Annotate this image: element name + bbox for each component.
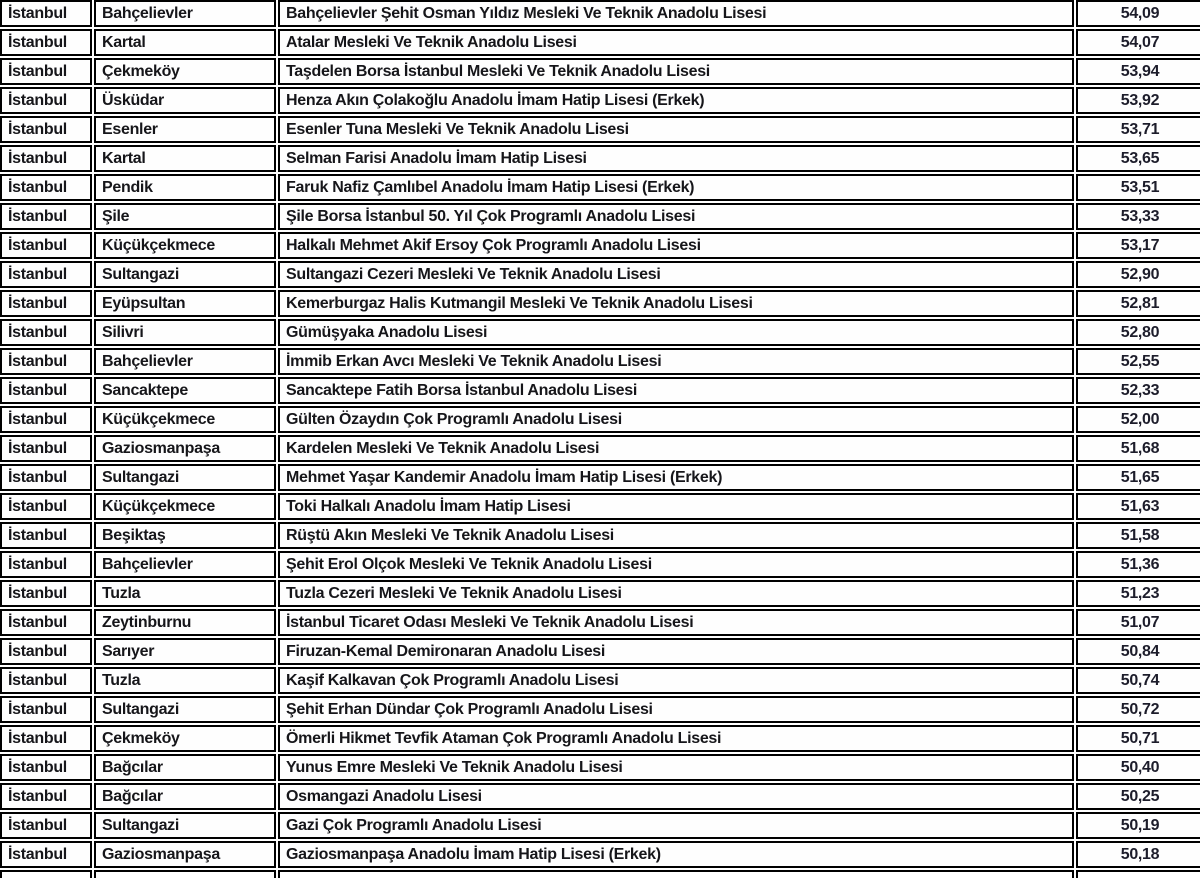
cell-district[interactable]: Şile (94, 203, 276, 230)
cell-district[interactable]: Küçükçekmece (94, 406, 276, 433)
cell-score[interactable]: 53,51 (1076, 174, 1200, 201)
table-row (0, 812, 1200, 839)
cell-school[interactable]: Bahçelievler Şehit Osman Yıldız Mesleki Ve Teknik Anadolu Lisesi (278, 0, 1074, 27)
cell-city[interactable]: İstanbul (0, 638, 92, 665)
cell-school[interactable]: Kaşif Kalkavan Çok Programlı Anadolu Lisesi (278, 667, 1074, 694)
cell-city[interactable]: İstanbul (0, 667, 92, 694)
cell-district[interactable]: Kartal (94, 29, 276, 56)
cell-school[interactable]: Firuzan-Kemal Demironaran Anadolu Lisesi (278, 638, 1074, 665)
cell-school[interactable]: Şile Borsa İstanbul 50. Yıl Çok Programlı Anadolu Lisesi (278, 203, 1074, 230)
cell-city[interactable]: İstanbul (0, 145, 92, 172)
cell-score[interactable]: 51,65 (1076, 464, 1200, 491)
cell-school[interactable]: Esenler Tuna Mesleki Ve Teknik Anadolu Lisesi (278, 116, 1074, 143)
cell-district[interactable]: Sultangazi (94, 464, 276, 491)
cell-city[interactable]: İstanbul (0, 812, 92, 839)
cell-score[interactable]: 52,81 (1076, 290, 1200, 317)
table-row (0, 493, 1200, 520)
cell-score[interactable]: 50,72 (1076, 696, 1200, 723)
table-row (0, 203, 1200, 230)
cell-district[interactable]: Çekmeköy (94, 725, 276, 752)
cell-city[interactable]: İstanbul (0, 0, 92, 27)
table-row (0, 522, 1200, 549)
cell-score[interactable]: 53,71 (1076, 116, 1200, 143)
cell-city[interactable]: İstanbul (0, 290, 92, 317)
cell-city[interactable]: İstanbul (0, 841, 92, 868)
table-row (0, 464, 1200, 491)
cell-district[interactable]: Pendik (94, 174, 276, 201)
cell-score[interactable]: 52,55 (1076, 348, 1200, 375)
cell-district[interactable]: Bahçelievler (94, 0, 276, 27)
cell-district[interactable]: Tuzla (94, 580, 276, 607)
cell-school[interactable]: Gazi Çok Programlı Anadolu Lisesi (278, 812, 1074, 839)
cell-score[interactable]: 53,92 (1076, 87, 1200, 114)
cell-school[interactable]: Ömerli Hikmet Tevfik Ataman Çok Programlı Anadolu Lisesi (278, 725, 1074, 752)
cell-school[interactable]: Yunus Emre Mesleki Ve Teknik Anadolu Lisesi (278, 754, 1074, 781)
cell-school[interactable]: Gümüşyaka Anadolu Lisesi (278, 319, 1074, 346)
cell-school[interactable]: Sultangazi Cezeri Mesleki Ve Teknik Anadolu Lisesi (278, 261, 1074, 288)
cell-school[interactable]: Şehit Erol Olçok Mesleki Ve Teknik Anadolu Lisesi (278, 551, 1074, 578)
cell-district[interactable]: Üsküdar (94, 87, 276, 114)
cell-city[interactable]: İstanbul (0, 116, 92, 143)
cell-city[interactable]: İstanbul (0, 435, 92, 462)
table-row (0, 609, 1200, 636)
cell-city[interactable]: İstanbul (0, 696, 92, 723)
cell-district[interactable]: Beşiktaş (94, 522, 276, 549)
cell-district[interactable]: Tuzla (94, 667, 276, 694)
cell-score[interactable]: 51,23 (1076, 580, 1200, 607)
cell-school[interactable]: İstanbul Ticaret Odası Mesleki Ve Teknik Anadolu Lisesi (278, 609, 1074, 636)
cell-district[interactable]: Bağcılar (94, 754, 276, 781)
cell-school[interactable]: Faruk Nafiz Çamlıbel Anadolu İmam Hatip Lisesi (Erkek) (278, 174, 1074, 201)
cell-school[interactable]: Selman Farisi Anadolu İmam Hatip Lisesi (278, 145, 1074, 172)
cell-city[interactable]: İstanbul (0, 87, 92, 114)
cell-city[interactable]: İstanbul (0, 174, 92, 201)
cell-district[interactable]: Bahçelievler (94, 551, 276, 578)
table-row (0, 580, 1200, 607)
cell-district[interactable]: Bahçelievler (94, 348, 276, 375)
table-row (0, 348, 1200, 375)
cell-city[interactable]: İstanbul (0, 377, 92, 404)
table-row (0, 725, 1200, 752)
cell-score[interactable]: 54,07 (1076, 29, 1200, 56)
cell-school[interactable]: Rüştü Akın Mesleki Ve Teknik Anadolu Lisesi (278, 522, 1074, 549)
cell-score[interactable]: 52,00 (1076, 406, 1200, 433)
cell-district[interactable]: Esenler (94, 116, 276, 143)
table-row (0, 667, 1200, 694)
cell-score[interactable]: 50,18 (1076, 841, 1200, 868)
cell-city[interactable]: İstanbul (0, 29, 92, 56)
cell-school[interactable]: Sancaktepe Fatih Borsa İstanbul Anadolu Lisesi (278, 377, 1074, 404)
cell-school[interactable]: Taşdelen Borsa İstanbul Mesleki Ve Teknik Anadolu Lisesi (278, 58, 1074, 85)
table-row (0, 145, 1200, 172)
cell-school[interactable]: Şehit Erhan Dündar Çok Programlı Anadolu Lisesi (278, 696, 1074, 723)
cell-school[interactable]: Kardelen Mesleki Ve Teknik Anadolu Lisesi (278, 435, 1074, 462)
cell-district[interactable]: Zeytinburnu (94, 609, 276, 636)
cell-district[interactable]: Gaziosmanpaşa (94, 435, 276, 462)
cell-score[interactable]: 51,58 (1076, 522, 1200, 549)
cell-city[interactable]: İstanbul (0, 754, 92, 781)
cell-district[interactable]: Gaziosmanpaşa (94, 841, 276, 868)
cell-school[interactable]: İmmib Erkan Avcı Mesleki Ve Teknik Anadolu Lisesi (278, 348, 1074, 375)
cell-score[interactable]: 54,09 (1076, 0, 1200, 27)
cell-district[interactable]: Çekmeköy (94, 58, 276, 85)
cell-district[interactable]: Sancaktepe (94, 377, 276, 404)
cell-district[interactable]: Sultangazi (94, 261, 276, 288)
cell-school[interactable]: Mehmet Yaşar Kandemir Anadolu İmam Hatip Lisesi (Erkek) (278, 464, 1074, 491)
table-row (0, 638, 1200, 665)
table-row (0, 116, 1200, 143)
cell-score[interactable]: 50,74 (1076, 667, 1200, 694)
table-row (0, 87, 1200, 114)
cell-city[interactable]: İstanbul (0, 725, 92, 752)
cell-city[interactable]: İstanbul (0, 522, 92, 549)
table-row (0, 841, 1200, 868)
cell-empty (0, 870, 92, 878)
table-row (0, 290, 1200, 317)
table-row (0, 232, 1200, 259)
table-row (0, 0, 1200, 27)
table-row (0, 754, 1200, 781)
cell-district[interactable]: Sarıyer (94, 638, 276, 665)
cell-school[interactable]: Toki Halkalı Anadolu İmam Hatip Lisesi (278, 493, 1074, 520)
cell-school[interactable]: Osmangazi Anadolu Lisesi (278, 783, 1074, 810)
table-row (0, 319, 1200, 346)
table-row (0, 551, 1200, 578)
cell-score[interactable]: 51,63 (1076, 493, 1200, 520)
cell-score[interactable]: 50,19 (1076, 812, 1200, 839)
table-row (0, 58, 1200, 85)
cell-score[interactable]: 50,84 (1076, 638, 1200, 665)
table-row (0, 435, 1200, 462)
cell-school[interactable]: Henza Akın Çolakoğlu Anadolu İmam Hatip Lisesi (Erkek) (278, 87, 1074, 114)
cell-score[interactable]: 50,40 (1076, 754, 1200, 781)
cell-score[interactable]: 53,94 (1076, 58, 1200, 85)
table-row (0, 29, 1200, 56)
cell-city[interactable]: İstanbul (0, 261, 92, 288)
cell-empty (94, 870, 276, 878)
cell-school[interactable]: Gülten Özaydın Çok Programlı Anadolu Lisesi (278, 406, 1074, 433)
cell-score[interactable]: 51,07 (1076, 609, 1200, 636)
cell-district[interactable]: Küçükçekmece (94, 232, 276, 259)
cell-district[interactable]: Kartal (94, 145, 276, 172)
table-row (0, 406, 1200, 433)
cell-empty (278, 870, 1074, 878)
cell-district[interactable]: Küçükçekmece (94, 493, 276, 520)
cell-score[interactable]: 51,36 (1076, 551, 1200, 578)
cell-city[interactable]: İstanbul (0, 551, 92, 578)
cell-school[interactable]: Gaziosmanpaşa Anadolu İmam Hatip Lisesi (Erkek) (278, 841, 1074, 868)
cell-district[interactable]: Sultangazi (94, 696, 276, 723)
cell-city[interactable]: İstanbul (0, 203, 92, 230)
cell-score[interactable]: 52,80 (1076, 319, 1200, 346)
cell-school[interactable]: Halkalı Mehmet Akif Ersoy Çok Programlı Anadolu Lisesi (278, 232, 1074, 259)
cell-score[interactable]: 53,33 (1076, 203, 1200, 230)
cell-score[interactable]: 51,68 (1076, 435, 1200, 462)
cell-score[interactable]: 53,17 (1076, 232, 1200, 259)
cell-city[interactable]: İstanbul (0, 783, 92, 810)
cell-score[interactable]: 50,71 (1076, 725, 1200, 752)
cell-city[interactable]: İstanbul (0, 319, 92, 346)
cell-district[interactable]: Bağcılar (94, 783, 276, 810)
cell-city[interactable]: İstanbul (0, 406, 92, 433)
cell-district[interactable]: Sultangazi (94, 812, 276, 839)
cell-score[interactable]: 53,65 (1076, 145, 1200, 172)
cell-city[interactable]: İstanbul (0, 464, 92, 491)
table-row-partial (0, 870, 1200, 878)
cell-district[interactable]: Eyüpsultan (94, 290, 276, 317)
table-row (0, 783, 1200, 810)
cell-score[interactable]: 52,90 (1076, 261, 1200, 288)
cell-school[interactable]: Kemerburgaz Halis Kutmangil Mesleki Ve Teknik Anadolu Lisesi (278, 290, 1074, 317)
cell-school[interactable]: Atalar Mesleki Ve Teknik Anadolu Lisesi (278, 29, 1074, 56)
cell-city[interactable]: İstanbul (0, 232, 92, 259)
cell-city[interactable]: İstanbul (0, 580, 92, 607)
cell-city[interactable]: İstanbul (0, 58, 92, 85)
table-row (0, 696, 1200, 723)
cell-city[interactable]: İstanbul (0, 609, 92, 636)
cell-score[interactable]: 52,33 (1076, 377, 1200, 404)
cell-empty (1076, 870, 1200, 878)
cell-city[interactable]: İstanbul (0, 493, 92, 520)
table-row (0, 261, 1200, 288)
cell-school[interactable]: Tuzla Cezeri Mesleki Ve Teknik Anadolu Lisesi (278, 580, 1074, 607)
cell-score[interactable]: 50,25 (1076, 783, 1200, 810)
table-row (0, 174, 1200, 201)
cell-city[interactable]: İstanbul (0, 348, 92, 375)
cell-district[interactable]: Silivri (94, 319, 276, 346)
table-row (0, 377, 1200, 404)
